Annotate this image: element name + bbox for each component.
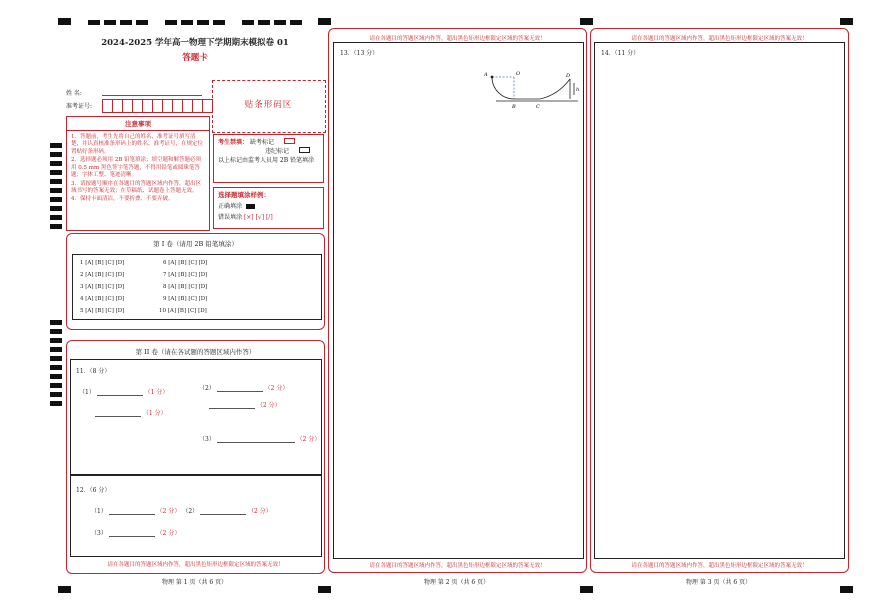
- side-timing-marks: [50, 320, 62, 410]
- section1-box: [66, 233, 325, 330]
- notice-title: 注意事项: [67, 117, 209, 131]
- warning-text: 请在各题目的答题区域内作答，超出黑色矩形边框限定区域的答案无效！: [369, 36, 546, 42]
- fig-label-b: B: [512, 104, 516, 110]
- wrong-samples: [×] [√] [/]: [243, 214, 273, 221]
- registration-mark: [840, 18, 853, 25]
- score-label: （2 分）: [296, 436, 321, 443]
- score-label: （2 分）: [156, 508, 181, 515]
- answer-blank[interactable]: [209, 401, 255, 409]
- q14-area[interactable]: [594, 42, 845, 559]
- registration-mark: [290, 20, 302, 25]
- id-cells[interactable]: [102, 98, 212, 117]
- fig-label-a: A: [484, 72, 488, 78]
- notice-item: 1．答题前，考生先将自己的姓名、准考证号填写清楚，并认真核准条形码上的姓名、准考证号，在规定位置贴好条形码。: [71, 134, 204, 155]
- answer-blank[interactable]: [200, 507, 246, 515]
- registration-mark: [58, 586, 71, 593]
- registration-mark: [318, 18, 331, 25]
- mc-row[interactable]: 4 [A] [B] [C] [D]: [80, 296, 125, 302]
- forbid-title: 考生禁填：: [218, 139, 249, 146]
- name-label: 姓 名:: [66, 90, 82, 97]
- registration-mark: [580, 586, 593, 593]
- q11-part2: （2）: [199, 385, 215, 392]
- q12-part2: （2）: [182, 508, 199, 515]
- mc-row[interactable]: 3 [A] [B] [C] [D]: [80, 284, 125, 290]
- registration-mark: [318, 586, 331, 593]
- correct-label: 正确填涂: [218, 203, 243, 210]
- forbid-box: [213, 134, 324, 183]
- registration-mark: [242, 20, 254, 25]
- page-footer: 物理 第 3 页（共 6 页）: [685, 579, 752, 586]
- mc-row[interactable]: 5 [A] [B] [C] [D]: [80, 308, 125, 314]
- barcode-label: 贴条形码区: [244, 100, 293, 110]
- page-footer: 物理 第 2 页（共 6 页）: [423, 579, 490, 586]
- warning-text: 请在各题目的答题区域内作答，超出黑色矩形边框限定区域的答案无效！: [107, 562, 284, 568]
- id-label: 准考证号:: [66, 103, 93, 110]
- registration-mark: [197, 20, 209, 25]
- q13-figure: [478, 61, 586, 117]
- mc-grid: [72, 254, 322, 320]
- registration-mark: [580, 18, 593, 25]
- absent-label: 缺考标记: [249, 139, 274, 146]
- wrong-label: 错误填涂: [218, 214, 243, 221]
- violation-label: 违纪标记: [265, 148, 290, 155]
- warning-text: 请在各题目的答题区域内作答，超出黑色矩形边框限定区域的答案无效！: [631, 36, 808, 42]
- q12-part1: （1）: [91, 508, 107, 515]
- answer-blank[interactable]: [109, 529, 155, 537]
- answer-blank[interactable]: [95, 409, 141, 417]
- score-label: （1 分）: [144, 389, 169, 396]
- mc-row[interactable]: 6 [A] [B] [C] [D]: [163, 260, 208, 266]
- registration-mark: [258, 20, 270, 25]
- registration-mark: [181, 20, 193, 25]
- page3-box: [590, 28, 849, 573]
- violation-mark[interactable]: [299, 147, 310, 153]
- name-field[interactable]: [102, 87, 202, 96]
- registration-mark: [274, 20, 286, 25]
- notice-box: [66, 116, 210, 231]
- q14-label: 14．（11 分）: [601, 50, 640, 57]
- page-subtitle: 答题卡: [182, 53, 208, 63]
- score-label: （2 分）: [264, 385, 289, 392]
- registration-mark: [840, 586, 853, 593]
- page-title: 2024-2025 学年高一物理下学期期末模拟卷 01: [101, 38, 289, 48]
- q12-label: 12．（6 分）: [76, 487, 111, 494]
- fig-label-c: C: [536, 104, 540, 110]
- mc-row[interactable]: 10 [A] [B] [C] [D]: [159, 308, 207, 314]
- warning-text: 请在各题目的答题区域内作答，超出黑色矩形边框限定区域的答案无效！: [369, 563, 546, 569]
- registration-mark: [136, 20, 148, 25]
- mc-row[interactable]: 7 [A] [B] [C] [D]: [163, 272, 208, 278]
- score-label: （2 分）: [256, 402, 281, 409]
- mc-row[interactable]: 8 [A] [B] [C] [D]: [163, 284, 208, 290]
- q12-part3: （3）: [91, 530, 107, 537]
- q12-area[interactable]: [70, 475, 322, 557]
- page-footer: 物理 第 1 页（共 6 页）: [161, 579, 228, 586]
- answer-blank[interactable]: [97, 388, 143, 396]
- section2-title: 第 II 卷（请在各试题的答题区域内作答）: [135, 348, 256, 356]
- section2-box: [66, 340, 325, 574]
- q13-label: 13．（13 分）: [340, 50, 379, 57]
- warning-text: 请在各题目的答题区域内作答，超出黑色矩形边框限定区域的答案无效！: [631, 563, 808, 569]
- fig-label-d: D: [566, 73, 571, 79]
- absent-mark[interactable]: [284, 138, 295, 144]
- registration-mark: [120, 20, 132, 25]
- q11-part1: （1）: [79, 389, 95, 396]
- q11-area[interactable]: [70, 359, 322, 475]
- page2-box: [328, 28, 587, 573]
- registration-mark: [88, 20, 100, 25]
- fig-label-o: O: [516, 71, 521, 77]
- registration-mark: [165, 20, 177, 25]
- q13-area[interactable]: [333, 42, 584, 559]
- registration-mark: [104, 20, 116, 25]
- answer-blank[interactable]: [217, 435, 295, 443]
- sample-title: 选择题填涂样例：: [218, 191, 270, 199]
- registration-mark: [213, 20, 225, 25]
- correct-sample: [246, 204, 255, 209]
- sample-box: [213, 187, 324, 229]
- notice-item: 2．选择题必须用 2B 铅笔填涂；填空题和解答题必须用 0.5 mm 黑色签字笔答题，不得用铅笔或圆珠笔答题；字体工整、笔迹清晰。: [71, 157, 202, 179]
- score-label: （2 分）: [156, 530, 181, 537]
- notice-item: 4．保持卡面清洁，不要折叠、不要弄破。: [71, 196, 174, 203]
- side-timing-marks: [50, 143, 62, 233]
- answer-blank[interactable]: [109, 507, 155, 515]
- q11-part3: （3）: [199, 436, 215, 443]
- fig-label-h: h: [576, 87, 580, 93]
- mc-row[interactable]: 2 [A] [B] [C] [D]: [80, 272, 125, 278]
- forbid-note: 以上标记由监考人员用 2B 铅笔填涂: [218, 157, 315, 164]
- section1-title: 第 I 卷（请用 2B 铅笔填涂）: [153, 240, 238, 248]
- mc-row[interactable]: 9 [A] [B] [C] [D]: [163, 296, 208, 302]
- notice-item: 3．请按题号顺序在各题目的答题区域内作答，超出区域书写的答案无效；在草稿纸、试题卷上答题无效。: [71, 180, 202, 194]
- registration-mark: [58, 18, 71, 25]
- q11-label: 11．（8 分）: [76, 368, 111, 375]
- mc-row[interactable]: 1 [A] [B] [C] [D]: [80, 260, 125, 266]
- score-label: （1 分）: [142, 410, 167, 417]
- score-label: （2 分）: [248, 508, 272, 515]
- answer-blank[interactable]: [217, 384, 263, 392]
